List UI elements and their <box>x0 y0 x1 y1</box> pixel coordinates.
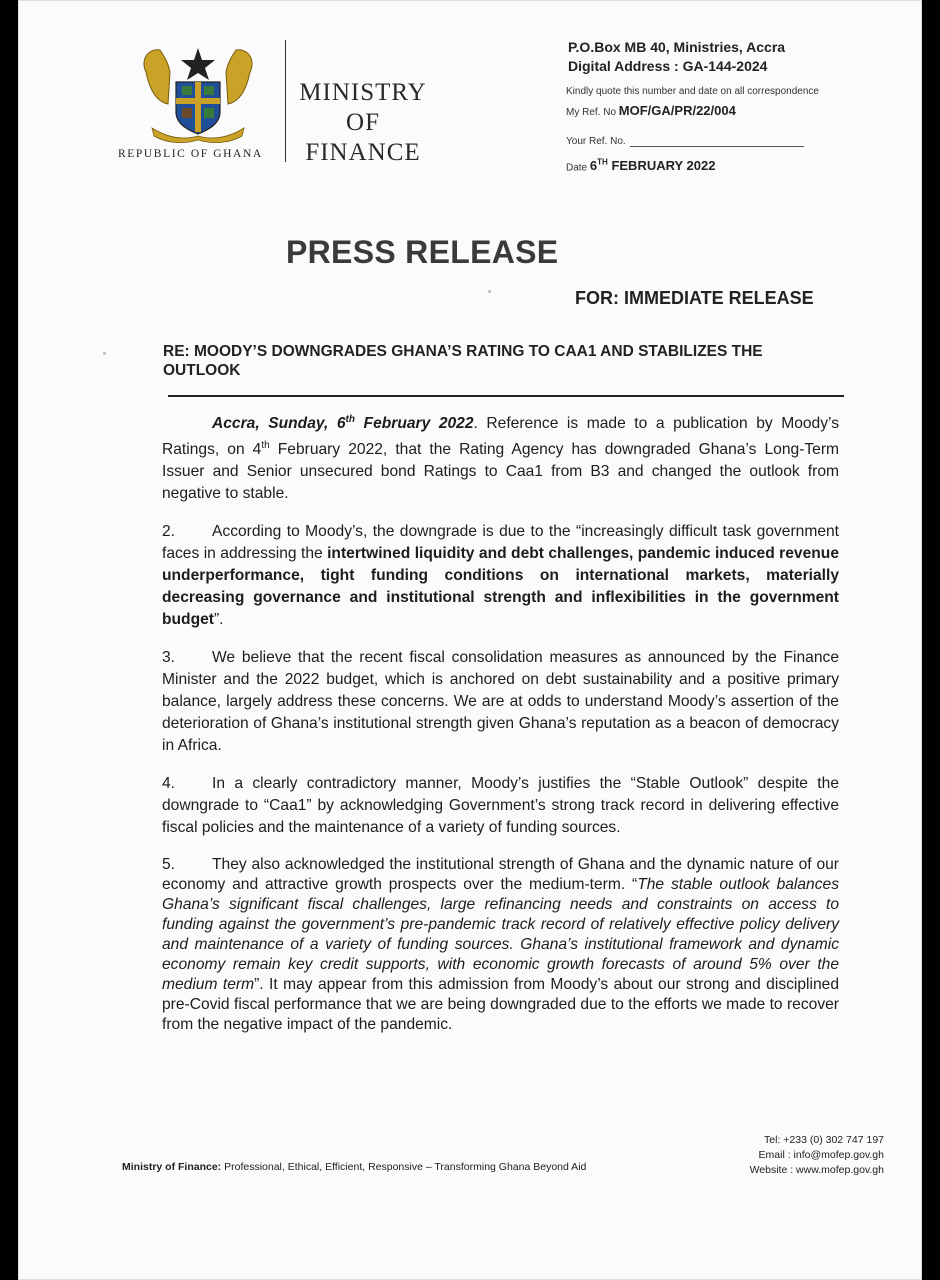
date-label: Date <box>566 162 588 174</box>
scan-speck <box>488 290 491 293</box>
address-line-2: Digital Address : GA-144-2024 <box>568 58 768 74</box>
header-divider <box>285 40 286 162</box>
ministry-of-finance-wordmark <box>293 78 433 168</box>
scan-speck <box>103 352 106 355</box>
your-ref-label: Your Ref. No. <box>566 136 626 147</box>
date-line <box>566 158 715 173</box>
subject-underline <box>168 395 844 397</box>
footer-tagline-text: Professional, Ethical, Efficient, Responsive – Transforming Ghana Beyond Aid <box>221 1161 587 1173</box>
address-line-1: P.O.Box MB 40, Ministries, Accra <box>568 39 786 55</box>
footer-tagline <box>122 1161 586 1173</box>
your-ref-blank <box>630 136 804 147</box>
subject-line: RE: MOODY’S DOWNGRADES GHANA’S RATING TO CAA1 AND STABILIZES THE OUTLOOK <box>163 343 763 379</box>
release-type: FOR: IMMEDIATE RELEASE <box>575 288 814 308</box>
paragraph-2: 2. According to Moody’s, the downgrade is due to the “increasingly difficult task government faces in addressing the intertwined liquidity and debt challenges, pandemic induced revenue underperformance, tight funding conditions on international markets, materially decreasing governance and institutional strength and inflexibilities in the government budget”. <box>162 523 839 629</box>
footer-org: Ministry of Finance: <box>122 1161 222 1173</box>
ghana-coat-of-arms-icon <box>138 42 258 144</box>
press-release-body <box>162 409 839 1051</box>
page-title: PRESS RELEASE <box>286 234 559 270</box>
date-value: 6TH FEBRUARY 2022 <box>589 158 716 174</box>
your-ref-line <box>566 136 804 147</box>
paragraph-1: Accra, Sunday, 6th February 2022. Reference is made to a publication by Moody’s Ratings, on 4th February 2022, that the Rating Agency has downgraded Ghana’s Long-Term Issuer and Senior unsecured bond Ratings to Caa1 from B3 and changed the outlook from negative to stable. <box>162 414 840 503</box>
paragraph-4: 4. In a clearly contradictory manner, Moody’s justifies the “Stable Outlook” despite the downgrade to “Caa1” by acknowledging Government’s strong track record in delivering effective fiscal policies and the maintenance of a variety of funding sources. <box>162 775 839 837</box>
quote-note: Kindly quote this number and date on all correspondence <box>566 86 819 97</box>
my-ref-label: My Ref. No <box>566 107 617 118</box>
wordmark-line-3: FINANCE <box>305 139 421 166</box>
footer-website: Website : www.mofep.gov.gh <box>749 1164 884 1176</box>
republic-of-ghana-label: REPUBLIC OF GHANA <box>118 148 263 160</box>
wordmark-line-2: OF <box>346 109 380 136</box>
paragraph-5: 5. They also acknowledged the institutional strength of Ghana and the dynamic nature of our economy and attractive growth prospects over the medium-term. “The stable outlook balances Ghana’s significant fiscal challenges, large refinancing needs and constraints on access to funding against the government’s pre-pandemic track record of relatively effective policy delivery and maintenance of a variety of funding sources. Ghana’s institutional framework and dynamic economy remain key credit supports, with economic growth forecasts of around 5% over the medium term”. It may appear from this admission from Moody’s about our strong and disciplined pre-Covid fiscal performance that we are being downgraded due to the efforts we made to recover from the negative impact of the pandemic. <box>162 856 839 1034</box>
footer-contacts <box>718 1133 884 1178</box>
footer-email: Email : info@mofep.gov.gh <box>758 1149 884 1161</box>
document-page <box>18 0 922 1280</box>
footer-tel: Tel: +233 (0) 302 747 197 <box>764 1134 884 1146</box>
postal-address <box>568 38 785 76</box>
my-ref-line <box>566 103 736 118</box>
paragraph-3: 3. We believe that the recent fiscal consolidation measures as announced by the Finance Minister and the 2022 budget, which is anchored on debt sustainability and a positive primary balance, largely address these concerns. We are at odds to understand Moody’s assertion of the deterioration of Ghana’s institutional strength given Ghana’s reputation as a beacon of democracy in Africa. <box>162 649 839 755</box>
wordmark-line-1: MINISTRY <box>299 79 427 106</box>
my-ref-value: MOF/GA/PR/22/004 <box>618 103 736 118</box>
